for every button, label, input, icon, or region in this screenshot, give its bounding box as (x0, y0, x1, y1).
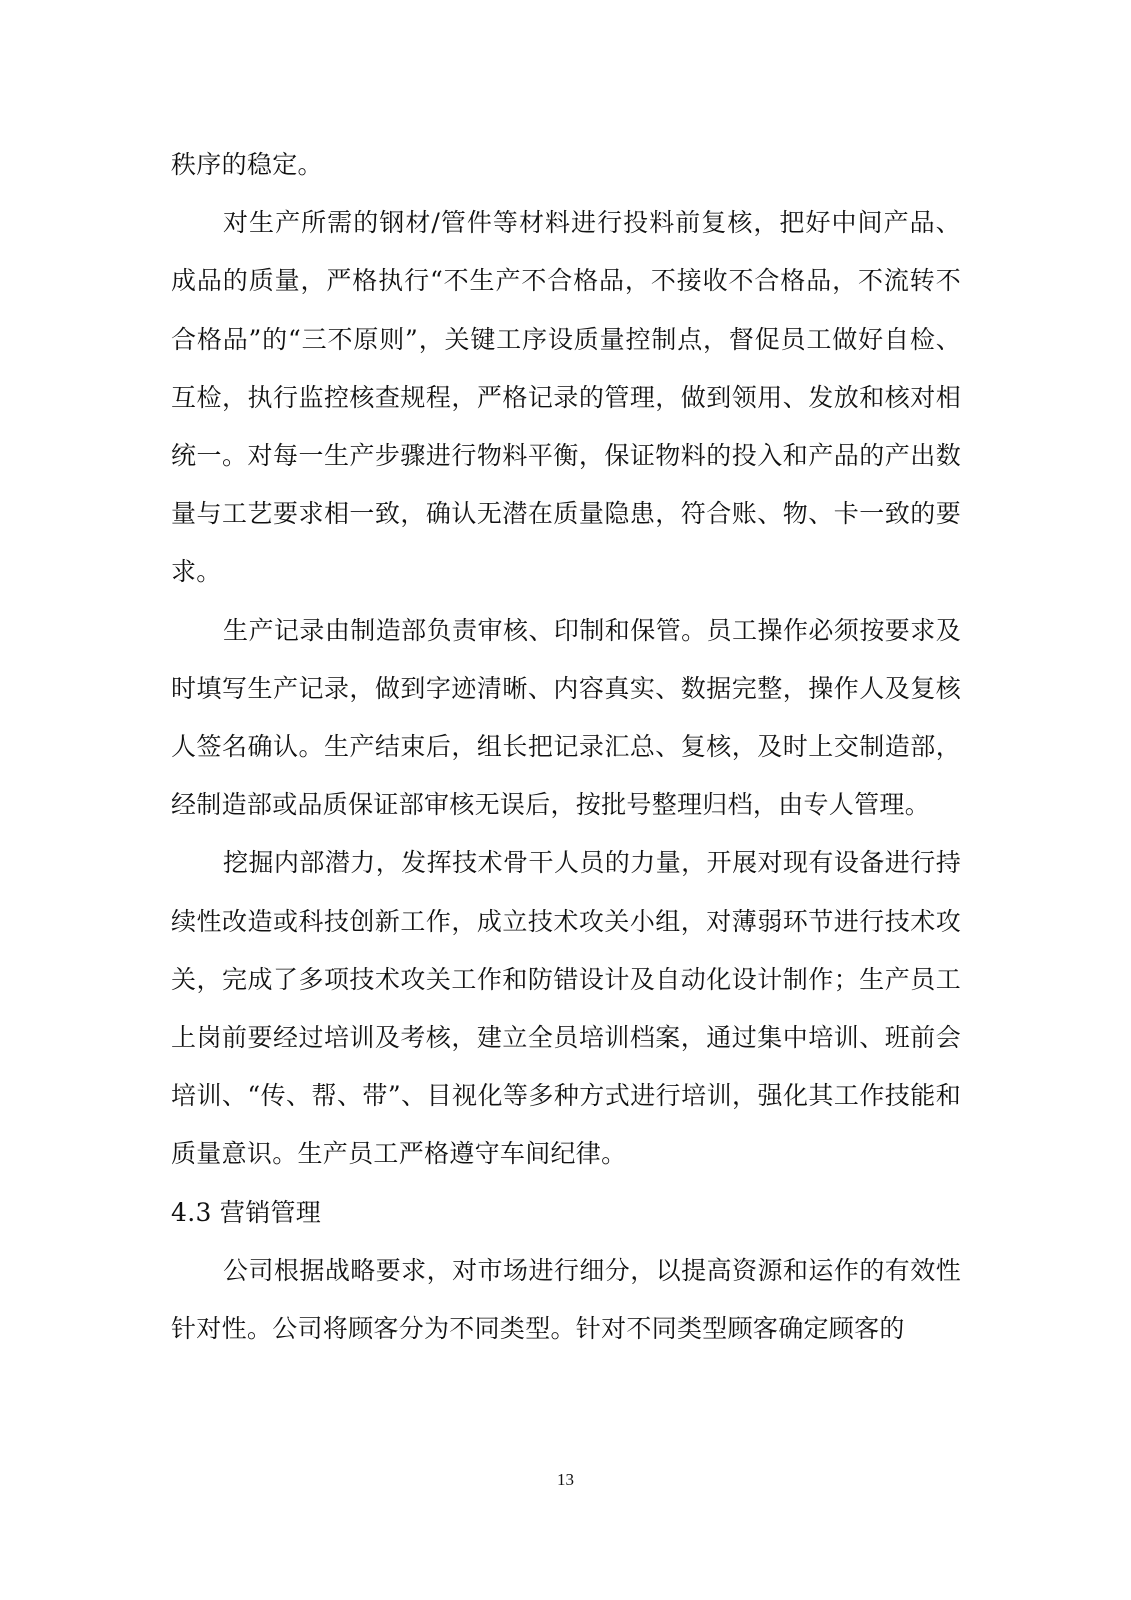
body-text (171, 136, 961, 1358)
paragraph-material-quality-control: 对生产所需的钢材/管件等材料进行投料前复核，把好中间产品、成品的质量，严格执行“不生产不合格品，不接收不合格品，不流转不合格品”的“三不原则”，关键工序设质量控制点，督促员工做好自检、互检，执行监控核查规程，严格记录的管理，做到领用、发放和核对相统一。对每一生产步骤进行物料平衡，保证物料的投入和产品的产出数量与工艺要求相一致，确认无潜在质量隐患，符合账、物、卡一致的要求。 (171, 208, 961, 587)
paragraph-marketing: 公司根据战略要求，对市场进行细分，以提高资源和运作的有效性针对性。公司将顾客分为不同类型。针对不同类型顾客确定顾客的 (171, 1255, 961, 1344)
paragraph-technical-innovation-training: 挖掘内部潜力，发挥技术骨干人员的力量，开展对现有设备进行持续性改造或科技创新工作，成立技术攻关小组，对薄弱环节进行技术攻关，完成了多项技术攻关工作和防错设计及自动化设计制作；生产员工上岗前要经过培训及考核，建立全员培训档案，通过集中培训、班前会培训、“传、帮、带”、目视化等多种方式进行培训，强化其工作技能和质量意识。生产员工严格遵守车间纪律。 (171, 848, 961, 1169)
page-number: 13 (557, 1470, 574, 1489)
paragraph-production-records: 生产记录由制造部负责审核、印制和保管。员工操作必须按要求及时填写生产记录，做到字迹清晰、内容真实、数据完整，操作人及复核人签名确认。生产结束后，组长把记录汇总、复核，及时上交制造部，经制造部或品质保证部审核无误后，按批号整理归档，由专人管理。 (171, 615, 961, 820)
section-heading-marketing: 4.3 营销管理 (171, 1197, 322, 1227)
continued-paragraph: 秩序的稳定。 (171, 150, 323, 179)
